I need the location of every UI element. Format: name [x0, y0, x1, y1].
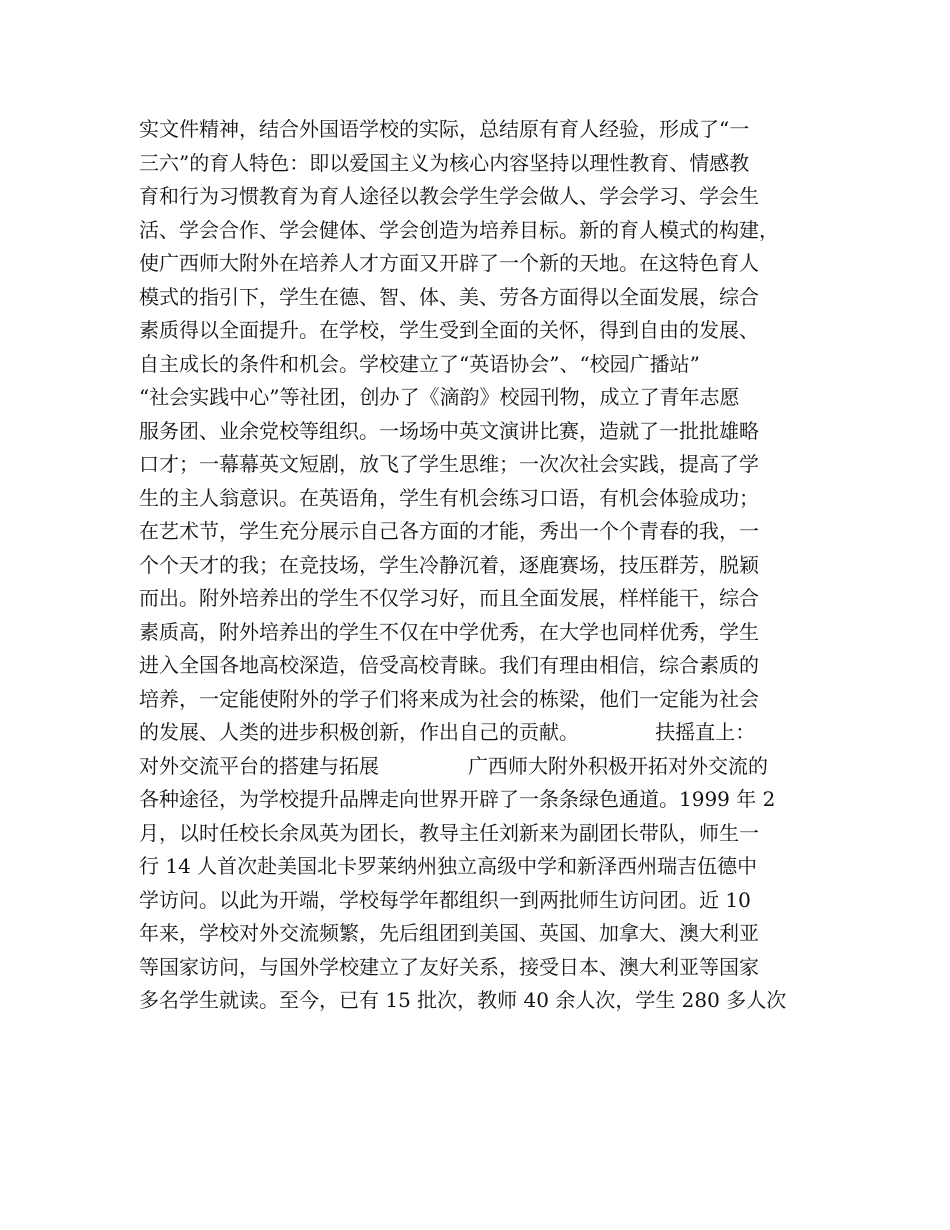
text-line: 三六”的育人特色：即以爱国主义为核心内容坚持以理性教育、情感教 [139, 150, 750, 175]
text-line: 培养，一定能使附外的学子们将来成为社会的栋梁，他们一定能为社会 [139, 686, 759, 711]
text-line: 使广西师大附外在培养人才方面又开辟了一个新的天地。在这特色育人 [139, 251, 759, 275]
text-line: 等国家访问，与国外学校建立了友好关系，接受日本、澳大利亚等国家 [139, 954, 759, 979]
text-line: 对外交流平台的搭建与拓展 广西师大附外积极开拓对外交流的 [139, 753, 769, 778]
text-line: 行 14 人首次赴美国北卡罗莱纳州独立高级中学和新泽西州瑞吉伍德中 [139, 854, 758, 878]
text-line: 活、学会合作、学会健体、学会创造为培养目标。新的育人模式的构建， [139, 217, 779, 242]
text-line: 口才；一幕幕英文短剧，放飞了学生思维；一次次社会实践，提高了学 [139, 452, 759, 476]
text-line: 育和行为习惯教育为育人途径以教会学生学会做人、学会学习、学会生 [139, 184, 759, 208]
text-line: 素质得以全面提升。在学校，学生受到全面的关怀，得到自由的发展、 [139, 318, 759, 342]
text-line: 各种途径，为学校提升品牌走向世界开辟了一条条绿色通道。1999 年 2 [139, 787, 776, 811]
text-line: 素质高，附外培养出的学生不仅在中学优秀，在大学也同样优秀，学生 [139, 619, 759, 644]
text-line: 服务团、业余党校等组织。一场场中英文演讲比赛，造就了一批批雄略 [139, 418, 759, 443]
text-line: 自主成长的条件和机会。学校建立了“英语协会”、“校园广播站” [139, 351, 700, 376]
text-line: 年来，学校对外交流频繁，先后组团到美国、英国、加拿大、澳大利亚 [139, 921, 759, 945]
text-line: “社会实践中心”等社团，创办了《滴韵》校园刊物，成立了青年志愿 [139, 385, 740, 409]
text-line: 而出。附外培养出的学生不仅学习好，而且全面发展，样样能干，综合 [139, 586, 759, 610]
text-line: 个个天才的我；在竞技场，学生冷静沉着，逐鹿赛场，技压群芳，脱颖 [139, 552, 759, 577]
text-line: 在艺术节，学生充分展示自己各方面的才能，秀出一个个青春的我，一 [139, 519, 759, 543]
text-line: 模式的指引下，学生在德、智、体、美、劳各方面得以全面发展，综合 [139, 284, 759, 309]
text-line: 生的主人翁意识。在英语角，学生有机会练习口语，有机会体验成功； [139, 485, 759, 510]
body-text [139, 113, 819, 1018]
text-line: 学访问。以此为开端，学校每学年都组织一到两批师生访问团。近 10 [139, 887, 751, 912]
text-line: 实文件精神，结合外国语学校的实际，总结原有育人经验，形成了“一 [139, 117, 750, 141]
text-line: 多名学生就读。至今，已有 15 批次，教师 40 余人次，学生 280 多人次 [139, 988, 787, 1012]
text-line: 月，以时任校长余凤英为团长，教导主任刘新来为副团长带队，师生一 [139, 820, 759, 845]
text-line: 进入全国各地高校深造，倍受高校青睐。我们有理由相信，综合素质的 [139, 653, 759, 677]
text-line: 的发展、人类的进步积极创新，作出自己的贡献。 扶摇直上： [139, 720, 756, 744]
